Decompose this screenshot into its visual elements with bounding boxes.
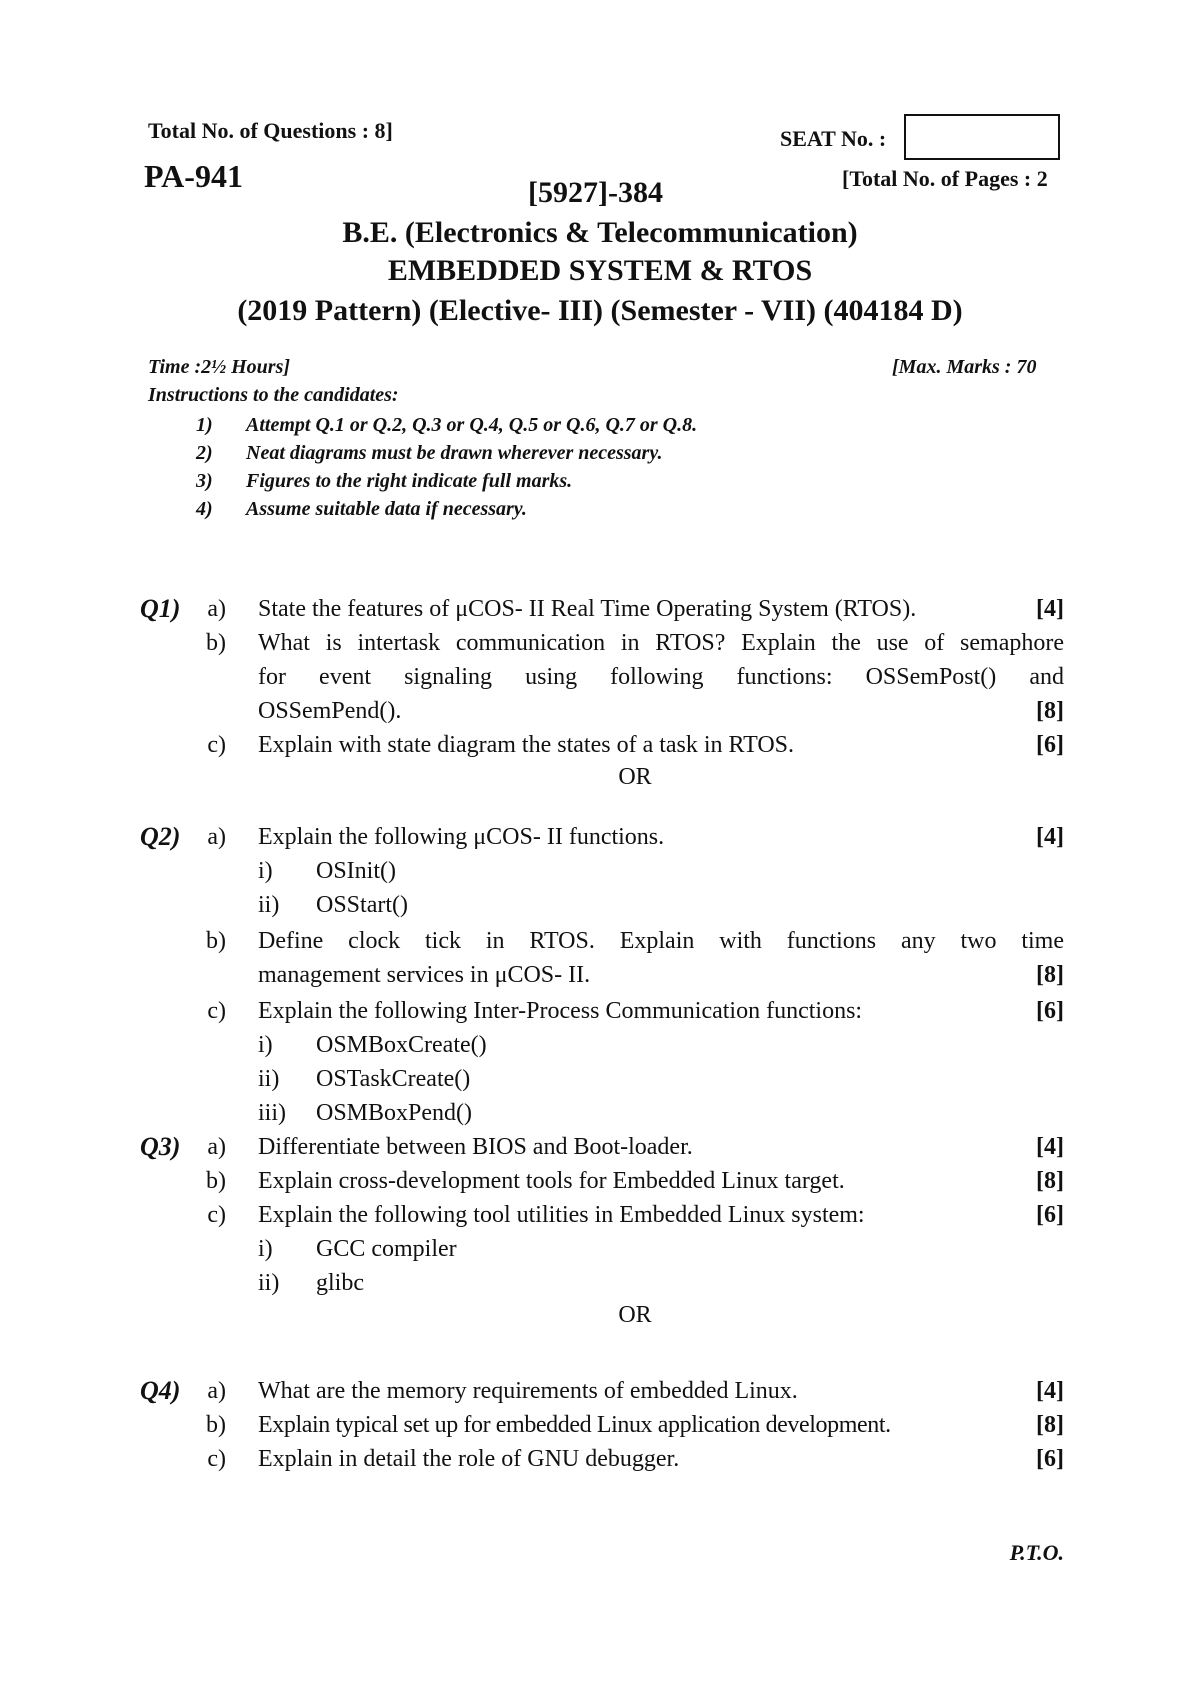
marks: [4] [1036,1378,1064,1404]
sub-item-text: OSMBoxCreate() [316,1032,487,1058]
question-text-line [0,694,1200,728]
instruction-number: 4) [196,498,213,520]
question-text: Explain cross-development tools for Embedded Linux target. [258,1168,845,1194]
sub-item-number: ii) [258,1066,280,1092]
question-part [0,1130,1200,1164]
question-number: Q4) [140,1376,181,1405]
marks: [6] [1036,1202,1064,1228]
total-pages: [Total No. of Pages : 2 [842,166,1048,191]
or-separator: OR [618,764,652,790]
question-text: management services in μCOS- II. [258,962,591,988]
marks: [4] [1036,824,1064,850]
marks: [6] [1036,1446,1064,1472]
marks: [4] [1036,1134,1064,1160]
sub-item-number: i) [258,1236,273,1262]
question-text: State the features of μCOS- II Real Time Operating System (RTOS). [258,596,917,622]
question-part [0,994,1200,1028]
question-part [0,1374,1200,1408]
max-marks: [Max. Marks : 70 [892,356,1037,378]
question-text: Differentiate between BIOS and Boot-loader. [258,1134,693,1160]
sub-item-number: i) [258,1032,273,1058]
question-number: Q2) [140,822,181,851]
question-text: for event signaling using following functions: OSSemPost() and [258,664,1064,690]
question-text: Define clock tick in RTOS. Explain with functions any two time [258,928,1064,954]
pattern-line: (2019 Pattern) (Elective- III) (Semester - VII) (404184 D) [237,294,963,327]
paper-code: PA-941 [144,158,243,194]
question-text: Explain in detail the role of GNU debugger. [258,1446,680,1472]
sub-item [0,854,1200,888]
part-label: c) [207,732,226,758]
or-separator: OR [618,1302,652,1328]
question-part [0,1408,1200,1442]
question-text: Explain the following μCOS- II functions. [258,824,665,850]
seat-no-label: SEAT No. : [780,126,887,151]
question-text: Explain with state diagram the states of a task in RTOS. [258,732,795,758]
sub-item-number: i) [258,858,273,884]
instruction-number: 3) [196,470,213,492]
part-label: a) [207,824,226,850]
instruction-number: 2) [196,442,213,464]
part-label: a) [207,1134,226,1160]
sub-item [0,1096,1200,1130]
sub-item-text: GCC compiler [316,1236,457,1262]
part-label: b) [206,630,226,656]
question-text-line [0,958,1200,992]
sub-item-number: ii) [258,892,280,918]
part-label: a) [207,1378,226,1404]
question-text: OSSemPend(). [258,698,402,724]
question-text-line [0,660,1200,694]
part-label: b) [206,928,226,954]
sub-item [0,1028,1200,1062]
marks: [8] [1036,1168,1064,1194]
question-number: Q1) [140,594,181,623]
seat-no-box[interactable] [904,114,1060,160]
subject-title: EMBEDDED SYSTEM & RTOS [387,254,813,287]
part-label: c) [207,1446,226,1472]
instruction-text: Figures to the right indicate full marks. [246,470,573,492]
question-part [0,1442,1200,1476]
sub-item [0,888,1200,922]
time-allowed: Time :2½ Hours] [148,356,291,378]
marks: [6] [1036,998,1064,1024]
course-title: B.E. (Electronics & Telecommunication) [342,216,858,249]
sub-item-text: glibc [316,1270,364,1296]
question-part [0,592,1200,626]
sub-item [0,1232,1200,1266]
exam-code: [5927]-384 [528,176,663,209]
part-label: c) [207,998,226,1024]
question-part [0,728,1200,762]
part-label: c) [207,1202,226,1228]
question-text: Explain the following Inter-Process Communication functions: [258,998,863,1024]
sub-item-text: OSMBoxPend() [316,1100,473,1126]
question-text: What are the memory requirements of embedded Linux. [258,1378,798,1404]
marks: [8] [1036,962,1064,988]
marks: [8] [1036,698,1064,724]
pto-note: P.T.O. [1009,1540,1064,1565]
instruction-number: 1) [196,414,213,436]
question-text: Explain the following tool utilities in Embedded Linux system: [258,1202,865,1228]
sub-item-text: OSInit() [316,858,396,884]
marks: [4] [1036,596,1064,622]
part-label: b) [206,1412,226,1438]
question-part [0,820,1200,854]
question-number: Q3) [140,1132,181,1161]
question-part [0,1198,1200,1232]
question-part [0,1164,1200,1198]
sub-item-text: OSTaskCreate() [316,1066,471,1092]
sub-item [0,1266,1200,1300]
question-part [0,924,1200,958]
question-part [0,626,1200,660]
question-text: What is intertask communication in RTOS? Explain the use of semaphore [258,630,1064,656]
marks: [8] [1036,1412,1064,1438]
total-questions: Total No. of Questions : 8] [148,118,393,143]
sub-item [0,1062,1200,1096]
sub-item-number: ii) [258,1270,280,1296]
marks: [6] [1036,732,1064,758]
sub-item-text: OSStart() [316,892,408,918]
instructions-heading: Instructions to the candidates: [148,384,399,406]
sub-item-number: iii) [258,1100,286,1126]
part-label: b) [206,1168,226,1194]
question-text: Explain typical set up for embedded Linux application development. [258,1412,891,1438]
instruction-text: Assume suitable data if necessary. [246,498,527,520]
instruction-text: Neat diagrams must be drawn wherever necessary. [246,442,663,464]
part-label: a) [207,596,226,622]
instruction-text: Attempt Q.1 or Q.2, Q.3 or Q.4, Q.5 or Q.6, Q.7 or Q.8. [246,414,698,436]
